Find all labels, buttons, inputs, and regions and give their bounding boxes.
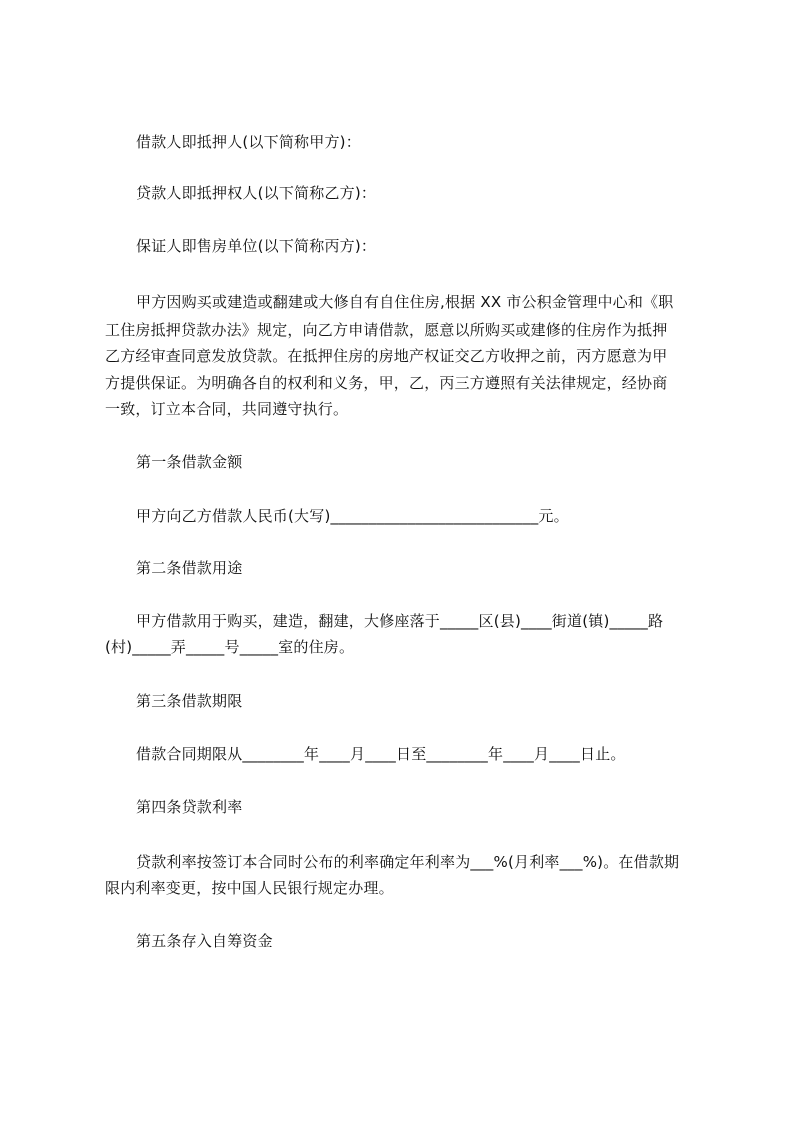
article-4-body-line-2: 限内利率变更，按中国人民银行规定办理。 [105,879,394,897]
article-2-body-line-2: (村)_____弄_____号_____室的住房。 [105,638,355,656]
party-a-line: 借款人即抵押人(以下简称甲方)： [136,133,361,151]
article-4-title: 第四条贷款利率 [136,798,243,816]
article-1-body: 甲方向乙方借款人民币(大写)___________________________元。 [136,507,569,525]
article-3-title: 第三条借款期限 [136,692,243,710]
article-2-body-line-1: 甲方借款用于购买，建造，翻建，大修座落于_____区(县)____街道(镇)_____路 [136,612,664,630]
intro-line-3: 乙方经审查同意发放贷款。在抵押住房的房地产权证交乙方收押之前，丙方愿意为甲 [105,347,668,365]
article-4-body-line-1: 贷款利率按签订本合同时公布的利率确定年利率为___%(月利率___%)。在借款期 [136,853,680,871]
party-b-line: 贷款人即抵押权人(以下简称乙方)： [136,184,377,202]
article-5-title: 第五条存入自筹资金 [136,932,273,950]
intro-line-2: 工住房抵押贷款办法》规定，向乙方申请借款，愿意以所购买或建修的住房作为抵押 [105,321,668,339]
intro-line-5: 一致，订立本合同，共同遵守执行。 [105,400,349,418]
intro-line-4: 方提供保证。为明确各自的权利和义务，甲，乙，丙三方遵照有关法律规定，经协商 [105,374,668,392]
article-1-title: 第一条借款金额 [136,453,243,471]
article-2-title: 第二条借款用途 [136,559,243,577]
party-c-line: 保证人即售房单位(以下简称丙方)： [136,237,377,255]
intro-line-1: 甲方因购买或建造或翻建或大修自有自住住房,根据 XX 市公积金管理中心和《职 [136,293,674,311]
article-3-body: 借款合同期限从________年____月____日至________年____月____日止。 [136,745,626,763]
